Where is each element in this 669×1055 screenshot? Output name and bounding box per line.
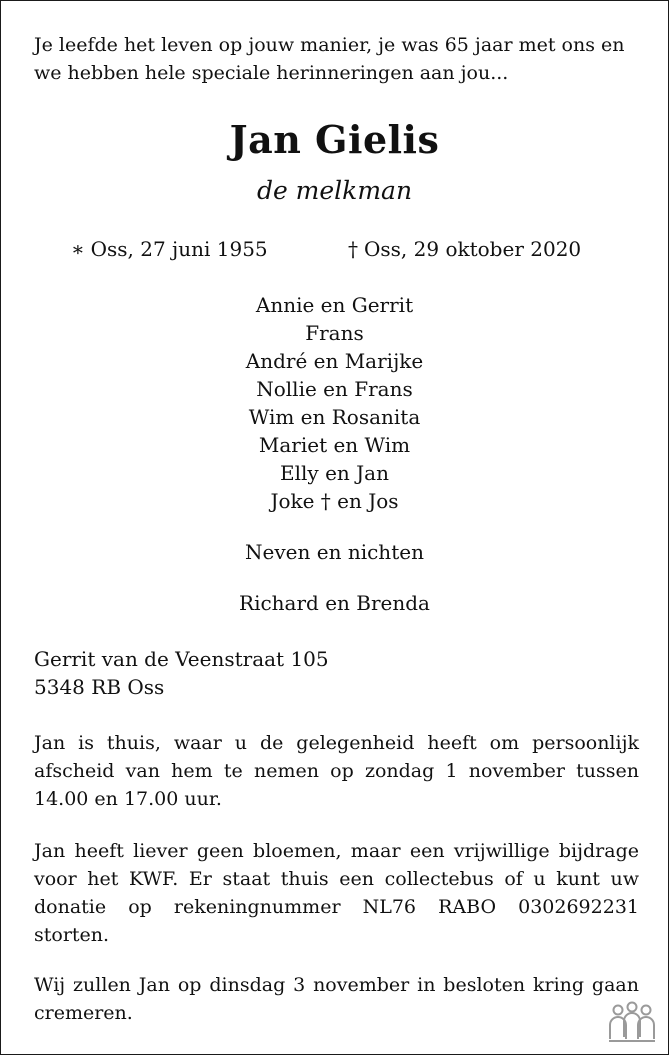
death-date <box>348 235 581 263</box>
birth-symbol: ∗ <box>71 237 85 261</box>
address-postal: 5348 RB Oss <box>34 675 165 699</box>
family-member: André en Marijke <box>245 349 424 373</box>
deceased-name: Jan Gielis <box>229 117 440 162</box>
nickname: de melkman <box>256 176 413 205</box>
family-member: Elly en Jan <box>280 461 389 485</box>
family-member: Frans <box>305 321 364 345</box>
family-member: Mariet en Wim <box>258 433 411 457</box>
people-group-icon <box>607 1001 657 1043</box>
visit-paragraph: Jan is thuis, waar u de gelegenheid heeft om persoonlijk afscheid van hem te nemen op zondag 1 november tussen 14.00 en 17.00 uur. <box>34 732 639 810</box>
family-list <box>1 291 668 515</box>
cremation-paragraph: Wij zullen Jan op dinsdag 3 november in besloten kring gaan cremeren. <box>34 974 639 1024</box>
friends-line: Richard en Brenda <box>239 591 430 615</box>
birth-date <box>71 235 268 263</box>
death-text: Oss, 29 oktober 2020 <box>364 237 582 261</box>
dates-row <box>1 235 668 265</box>
birth-text: Oss, 27 juni 1955 <box>90 237 268 261</box>
address-street: Gerrit van de Veenstraat 105 <box>34 647 329 671</box>
death-symbol: † <box>348 237 358 261</box>
family-member: Annie en Gerrit <box>255 293 414 317</box>
intro-text: Je leefde het leven op jouw manier, je was 65 jaar met ons en we hebben hele speciale herinneringen aan jou... <box>34 34 625 84</box>
family-member: Nollie en Frans <box>256 377 413 401</box>
family-member: Joke † en Jos <box>270 489 399 513</box>
family-member: Wim en Rosanita <box>248 405 421 429</box>
address <box>34 645 639 701</box>
donation-paragraph: Jan heeft liever geen bloemen, maar een vrijwillige bijdrage voor het KWF. Er staat thuis een collectebus of u kunt uw donatie op rekeningnummer NL76 RABO 0302692231 storten. <box>34 840 639 946</box>
relatives-line: Neven en nichten <box>245 540 424 564</box>
